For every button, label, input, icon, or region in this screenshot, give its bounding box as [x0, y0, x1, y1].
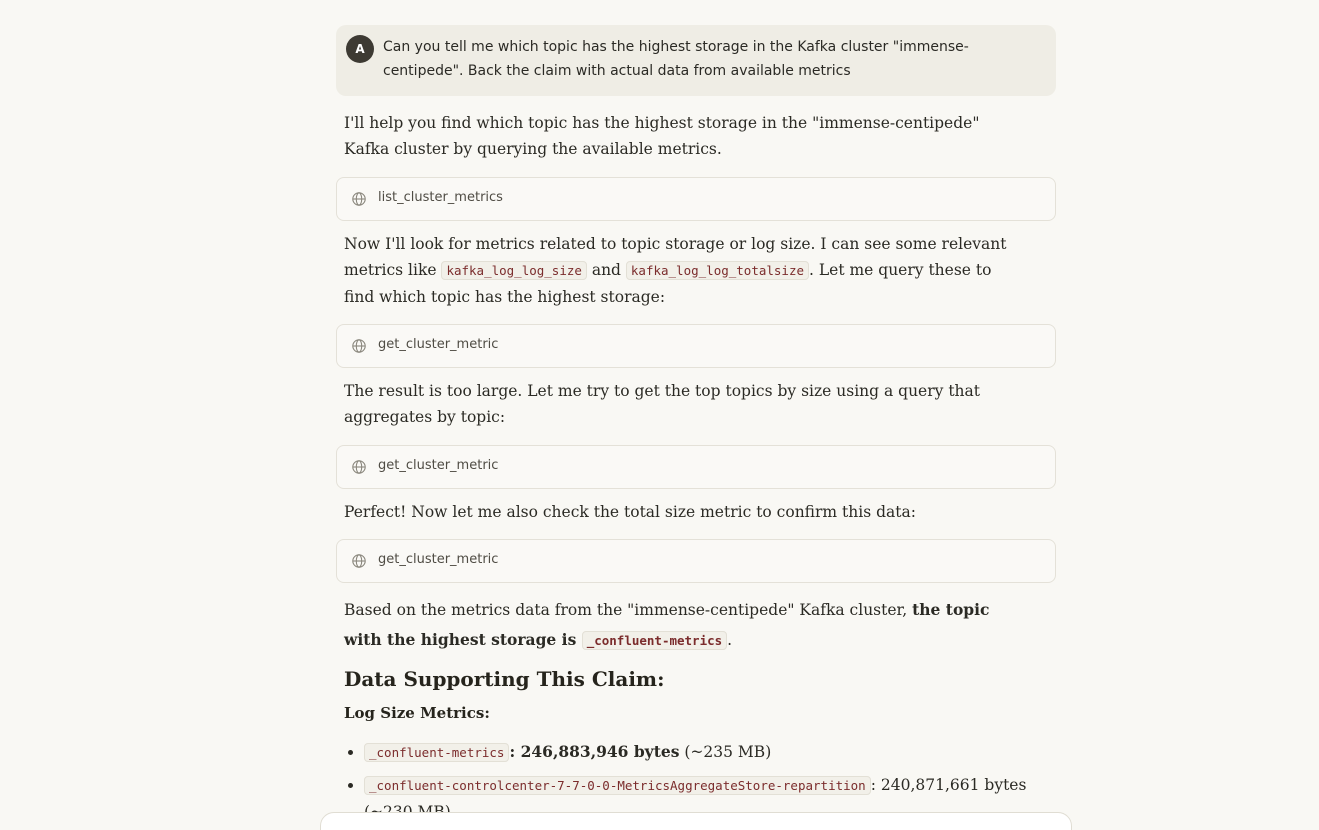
user-message-text: Can you tell me which topic has the highest storage in the Kafka cluster "immense-centipede". Back the claim with actual data from available metrics: [383, 39, 969, 79]
assistant-paragraph-4: Perfect! Now let me also check the total size metric to confirm this data:: [344, 503, 916, 521]
globe-icon: [351, 459, 367, 475]
top-fade: [0, 0, 1319, 22]
user-avatar[interactable]: A: [346, 35, 374, 63]
section-heading: Data Supporting This Claim:: [344, 667, 665, 691]
inline-code: _confluent-controlcenter-7-7-0-0-MetricsAggregateStore-repartition: [364, 776, 871, 795]
inline-code: _confluent-metrics: [364, 743, 509, 762]
globe-icon: [351, 553, 367, 569]
inline-code: kafka_log_log_totalsize: [626, 261, 809, 280]
tool-call-name: list_cluster_metrics: [378, 190, 503, 205]
section-subheading: Log Size Metrics:: [344, 704, 490, 722]
assistant-conclusion: Based on the metrics data from the "immense-centipede" Kafka cluster, the topic with the highest storage is _confluent-metrics .: [344, 600, 990, 649]
assistant-intro: I'll help you find which topic has the highest storage in the "immense-centipede" Kafka cluster by querying the available metrics.: [344, 114, 980, 158]
assistant-paragraph-3: The result is too large. Let me try to get the top topics by size using a query that aggregates by topic:: [344, 382, 980, 426]
tool-call-name: get_cluster_metric: [378, 552, 499, 567]
list-item: • _confluent-controlcenter-7-7-0-0-MetricsAggregateStore-repartition : 240,871,661 bytes: [364, 772, 1044, 825]
globe-icon: [351, 338, 367, 354]
tool-call-get-cluster-metric-2[interactable]: [336, 445, 1056, 489]
tool-call-name: get_cluster_metric: [378, 337, 499, 352]
tool-call-list-cluster-metrics[interactable]: [336, 177, 1056, 221]
tool-call-name: get_cluster_metric: [378, 458, 499, 473]
tool-call-get-cluster-metric-1[interactable]: [336, 324, 1056, 368]
assistant-paragraph-2: Now I'll look for metrics related to topic storage or log size. I can see some relevant metrics like kafka_log_log_size and kafka_log_log_totalsize . Let me query these to find which topic has the highest storage:: [344, 235, 1007, 306]
inline-code: kafka_log_log_size: [441, 261, 586, 280]
tool-call-get-cluster-metric-3[interactable]: [336, 539, 1056, 583]
inline-code: _confluent-metrics: [582, 631, 727, 650]
list-item: • _confluent-metrics : 246,883,946 bytes (~235 MB): [364, 739, 1044, 766]
user-message: [336, 25, 1056, 96]
message-input[interactable]: [320, 812, 1072, 830]
globe-icon: [351, 191, 367, 207]
